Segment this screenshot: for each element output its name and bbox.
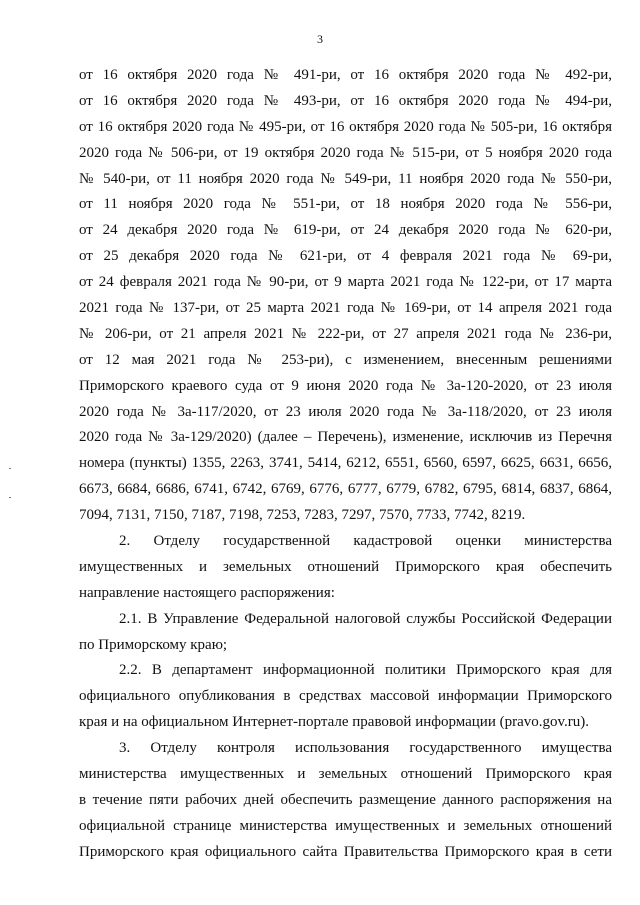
text-line: в течение пяти рабочих дней обеспечить размещение данного распоряжения на	[79, 791, 612, 808]
text-line: 2020 года № 506-ри, от 19 октября 2020 года № 515-ри, от 5 ноября 2020 года	[79, 144, 612, 161]
paragraph-2-1-first-line: 2.1. В Управление Федеральной налоговой службы Российской Федерации	[119, 610, 612, 627]
paragraph-2-2-first-line: 2.2. В департамент информационной политики Приморского края для	[119, 662, 612, 679]
text-line: Приморского края официального сайта Правительства Приморского края в сети	[79, 843, 612, 860]
paragraph-2-first-line: 2. Отделу государственной кадастровой оценки министерства	[119, 533, 612, 550]
text-line: официального опубликования в средствах массовой информации Приморского	[79, 688, 612, 705]
scan-margin-mark	[9, 468, 11, 469]
text-line: от 24 февраля 2021 года № 90-ри, от 9 марта 2021 года № 122-ри, от 17 марта	[79, 274, 612, 291]
paragraph-3-first-line: 3. Отделу контроля использования государственного имущества	[119, 740, 612, 757]
text-line: от 16 октября 2020 года № 495-ри, от 16 октября 2020 года № 505-ри, 16 октября	[79, 118, 612, 135]
text-line: от 16 октября 2020 года № 493-ри, от 16 октября 2020 года № 494-ри,	[79, 92, 612, 109]
text-line: № 540-ри, от 11 ноября 2020 года № 549-ри, 11 ноября 2020 года № 550-ри,	[79, 170, 612, 187]
text-line: края и на официальном Интернет-портале правовой информации (pravo.gov.ru).	[79, 714, 590, 731]
text-line: номера (пункты) 1355, 2263, 3741, 5414, 6212, 6551, 6560, 6597, 6625, 6631, 6656,	[79, 455, 612, 472]
text-line: № 206-ри, от 21 апреля 2021 № 222-ри, от 27 апреля 2021 года № 236-ри,	[79, 325, 612, 342]
text-line: 2020 года № 3а-129/2020) (далее – Перечень), изменение, исключив из Перечня	[79, 429, 612, 446]
text-line: от 24 декабря 2020 года № 619-ри, от 24 декабря 2020 года № 620-ри,	[79, 222, 612, 239]
text-line: от 16 октября 2020 года № 491-ри, от 16 октября 2020 года № 492-ри,	[79, 67, 612, 83]
document-body	[79, 63, 612, 866]
text-line: министерства имущественных и земельных отношений Приморского края	[79, 766, 612, 783]
text-line: имущественных и земельных отношений Приморского края обеспечить	[79, 558, 612, 575]
text-line: от 11 ноября 2020 года № 551-ри, от 18 ноября 2020 года № 556-ри,	[79, 196, 612, 213]
page-number: 3	[317, 32, 323, 46]
text-line: официальной странице министерства имущественных и земельных отношений	[79, 817, 612, 834]
text-line: 2021 года № 137-ри, от 25 марта 2021 года № 169-ри, от 14 апреля 2021 года	[79, 300, 612, 317]
text-line: от 25 декабря 2020 года № 621-ри, от 4 февраля 2021 года № 69-ри,	[79, 248, 612, 265]
text-line: Приморского краевого суда от 9 июня 2020 года № 3а-120-2020, от 23 июля	[79, 377, 612, 394]
text-line: 7094, 7131, 7150, 7187, 7198, 7253, 7283, 7297, 7570, 7733, 7742, 8219.	[79, 507, 526, 524]
text-line: 2020 года № 3а-117/2020, от 23 июля 2020 года № 3а-118/2020, от 23 июля	[79, 403, 612, 420]
text-line: направление настоящего распоряжения:	[79, 584, 335, 601]
text-line: от 12 мая 2021 года № 253-ри), с изменением, внесенным решениями	[79, 351, 612, 368]
scan-margin-mark	[9, 497, 11, 498]
text-line: по Приморскому краю;	[79, 636, 228, 653]
text-line: 6673, 6684, 6686, 6741, 6742, 6769, 6776, 6777, 6779, 6782, 6795, 6814, 6837, 6864,	[79, 481, 612, 498]
